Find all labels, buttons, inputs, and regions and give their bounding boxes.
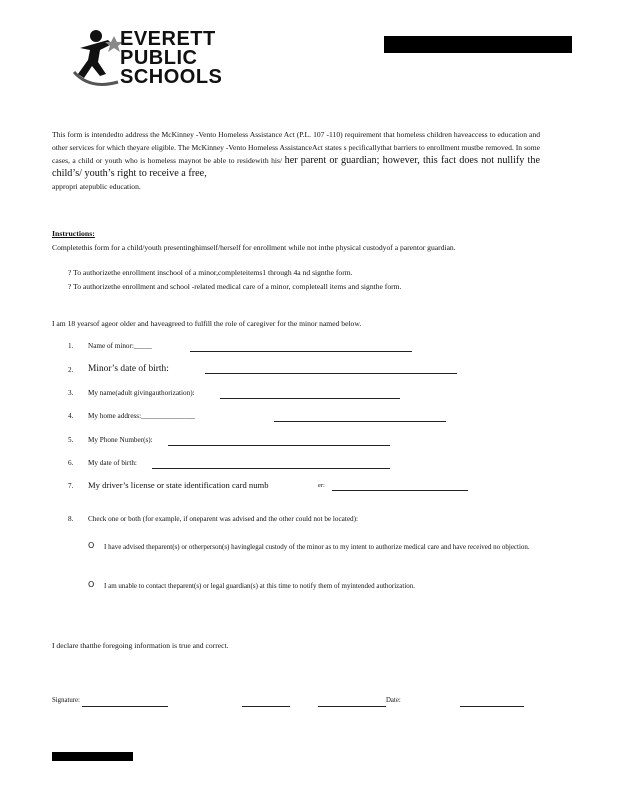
instructions-bullet-2: ? To authorizethe enrollment and school -related medical care of a minor, completeall items and signthe form. xyxy=(68,282,402,291)
redaction-bar-bottom xyxy=(52,752,133,761)
field-label-phone: My Phone Number(s): xyxy=(88,436,153,444)
signature-input[interactable] xyxy=(82,706,168,707)
logo-line-3: SCHOOLS xyxy=(120,66,223,88)
field-label-adult-dob: My date of birth: xyxy=(88,459,137,467)
final-declaration: I declare thatthe foregoing information is true and correct. xyxy=(52,641,229,650)
field-label-check-options: Check one or both (for example, if oneparent was advised and the other could not be located): xyxy=(88,515,359,523)
option-advised-text: I have advised theparent(s) or otherperson(s) havinglegal custody of the minor as to my intent to authorize medical care and have received no objection. xyxy=(104,543,530,551)
field-label-license-suffix: er: xyxy=(318,482,325,489)
adult-name-input[interactable] xyxy=(220,388,400,399)
intro-text: This form is intendedto address the McKinney -Vento Homeless Assistance Act (P.L. 107 -110) requirement that homeless children haveaccess to education and other services for which theyare eligible. The McKinney -Vento Homeless AssistanceAct states s pecificallythat barriers to enrollment mustbe removed. In some cases, a child or youth who is homeless maynot be able to residewith his/ xyxy=(52,130,540,165)
date-label: Date: xyxy=(386,697,401,704)
logo-line-1: EVERETT xyxy=(120,28,216,50)
field-number: 2. xyxy=(68,366,74,374)
minor-name-input[interactable] xyxy=(190,341,412,352)
license-number-input[interactable] xyxy=(332,480,468,491)
field-number: 4. xyxy=(68,412,74,420)
field-label-home-address: My home address:_______________ xyxy=(88,412,196,420)
field-number: 6. xyxy=(68,459,74,467)
logo-wordmark xyxy=(120,30,222,87)
intro-text-end: appropri atepublic education. xyxy=(52,182,141,191)
option-unable-text: I am unable to contact theparent(s) or legal guardian(s) at this time to notify them of myintended authorization. xyxy=(104,582,416,590)
field-number: 5. xyxy=(68,436,74,444)
logo-line-2: PUBLIC xyxy=(120,47,198,69)
minor-dob-input[interactable] xyxy=(205,363,457,374)
signature-blank-1[interactable] xyxy=(242,706,290,707)
instructions-heading: Instructions: xyxy=(52,229,95,238)
instructions-line-1: Completethis form for a child/youth presentinghimself/herself for enrollment while not inthe physical custodyof a parentor guardian. xyxy=(52,243,456,252)
phone-input[interactable] xyxy=(168,435,390,446)
intro-paragraph xyxy=(52,128,540,193)
instructions-bullet-1: ? To authorizethe enrollment inschool of a minor,completeitems1 through 4a nd signthe form. xyxy=(68,268,353,277)
signature-label: Signature: xyxy=(52,697,80,704)
radio-circle-icon[interactable]: O xyxy=(88,580,95,589)
field-number: 7. xyxy=(68,482,74,490)
field-label-name-of-minor: Name of minor:_____ xyxy=(88,342,152,350)
signature-blank-2[interactable] xyxy=(318,706,386,707)
field-number: 3. xyxy=(68,389,74,397)
field-number: 1. xyxy=(68,342,74,350)
field-label-minor-dob: Minor’s date of birth: xyxy=(88,364,169,374)
home-address-input[interactable] xyxy=(274,411,446,422)
field-label-adult-name: My name(adult givingauthorization): xyxy=(88,389,195,397)
adult-dob-input[interactable] xyxy=(152,458,390,469)
field-number: 8. xyxy=(68,515,74,523)
field-label-license: My driver’s license or state identification card numb xyxy=(88,480,269,490)
redaction-bar-top xyxy=(384,36,572,53)
date-input[interactable] xyxy=(460,706,524,707)
caregiver-statement: I am 18 yearsof ageor older and haveagreed to fulfill the role of caregiver for the minor named below. xyxy=(52,319,362,328)
intro-text-emphasis: her parent or guardian; however, this fact does not nullify the child’s/ youth’s right to receive a free, xyxy=(52,155,540,179)
radio-circle-icon[interactable]: O xyxy=(88,541,95,550)
